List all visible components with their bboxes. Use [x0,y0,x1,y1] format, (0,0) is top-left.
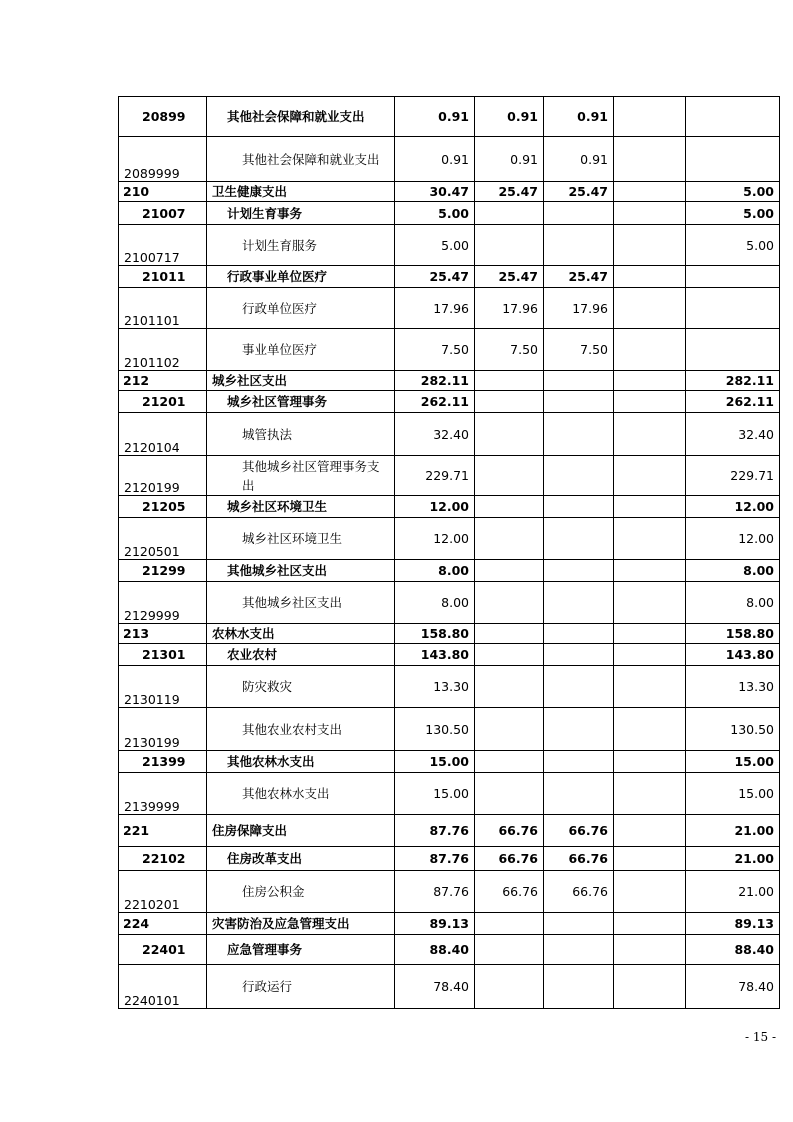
table-row [119,847,780,871]
total-cell: 25.47 [395,266,475,288]
name-cell: 城乡社区支出 [207,371,395,391]
public-cell [614,582,686,624]
name-cell: 计划生育服务 [207,225,395,266]
project-cell: 262.11 [686,391,780,413]
basic-cell: 0.91 [475,137,544,182]
code-cell: 2240101 [119,965,207,1009]
personnel-cell: 66.76 [544,871,614,913]
personnel-cell [544,935,614,965]
public-cell [614,708,686,751]
total-cell: 32.40 [395,413,475,456]
table-row [119,202,780,225]
personnel-cell: 0.91 [544,97,614,137]
code-cell: 224 [119,913,207,935]
project-cell: 21.00 [686,871,780,913]
public-cell [614,935,686,965]
code-cell: 21205 [119,496,207,518]
basic-cell [475,773,544,815]
code-cell: 210 [119,182,207,202]
name-cell: 农业农村 [207,644,395,666]
basic-cell [475,582,544,624]
code-cell: 21201 [119,391,207,413]
name-cell: 其他城乡社区管理事务支出 [207,456,395,496]
total-cell: 8.00 [395,582,475,624]
public-cell [614,965,686,1009]
public-cell [614,518,686,560]
name-cell: 城管执法 [207,413,395,456]
basic-cell: 66.76 [475,871,544,913]
code-cell: 22401 [119,935,207,965]
project-cell [686,288,780,329]
public-cell [614,391,686,413]
name-cell: 行政事业单位医疗 [207,266,395,288]
name-cell: 其他农业农村支出 [207,708,395,751]
public-cell [614,560,686,582]
project-cell: 12.00 [686,496,780,518]
table-row [119,815,780,847]
code-cell: 21299 [119,560,207,582]
personnel-cell [544,751,614,773]
code-cell: 221 [119,815,207,847]
personnel-cell: 66.76 [544,815,614,847]
code-cell: 2100717 [119,225,207,266]
basic-cell [475,413,544,456]
basic-cell [475,560,544,582]
personnel-cell [544,371,614,391]
basic-cell: 0.91 [475,97,544,137]
personnel-cell [544,965,614,1009]
code-cell: 2120501 [119,518,207,560]
total-cell: 15.00 [395,773,475,815]
project-cell: 130.50 [686,708,780,751]
project-cell [686,266,780,288]
table-row [119,708,780,751]
page-number: - 15 - [744,1030,776,1044]
public-cell [614,624,686,644]
project-cell: 158.80 [686,624,780,644]
project-cell: 282.11 [686,371,780,391]
code-cell: 2089999 [119,137,207,182]
table-row [119,371,780,391]
total-cell: 89.13 [395,913,475,935]
personnel-cell: 25.47 [544,182,614,202]
public-cell [614,137,686,182]
code-cell: 213 [119,624,207,644]
table-row [119,182,780,202]
name-cell: 行政单位医疗 [207,288,395,329]
name-cell: 灾害防治及应急管理支出 [207,913,395,935]
basic-cell [475,456,544,496]
total-cell: 130.50 [395,708,475,751]
code-cell: 2120104 [119,413,207,456]
personnel-cell [544,624,614,644]
personnel-cell [544,773,614,815]
code-cell: 20899 [119,97,207,137]
total-cell: 88.40 [395,935,475,965]
table-row [119,644,780,666]
code-cell: 22102 [119,847,207,871]
name-cell: 卫生健康支出 [207,182,395,202]
basic-cell [475,624,544,644]
table-row [119,496,780,518]
total-cell: 30.47 [395,182,475,202]
basic-cell [475,371,544,391]
basic-cell: 66.76 [475,815,544,847]
project-cell: 5.00 [686,182,780,202]
personnel-cell: 7.50 [544,329,614,371]
name-cell: 事业单位医疗 [207,329,395,371]
basic-cell: 66.76 [475,847,544,871]
total-cell: 78.40 [395,965,475,1009]
personnel-cell: 17.96 [544,288,614,329]
personnel-cell [544,913,614,935]
public-cell [614,329,686,371]
public-cell [614,413,686,456]
table-row [119,965,780,1009]
name-cell: 其他农林水支出 [207,773,395,815]
code-cell: 21011 [119,266,207,288]
table-row [119,624,780,644]
table-row [119,773,780,815]
total-cell: 87.76 [395,847,475,871]
total-cell: 5.00 [395,225,475,266]
public-cell [614,266,686,288]
code-cell: 212 [119,371,207,391]
project-cell: 12.00 [686,518,780,560]
code-cell: 21301 [119,644,207,666]
table-row [119,288,780,329]
total-cell: 7.50 [395,329,475,371]
table-row [119,97,780,137]
project-cell: 8.00 [686,582,780,624]
project-cell: 143.80 [686,644,780,666]
public-cell [614,496,686,518]
basic-cell [475,518,544,560]
code-cell: 2101102 [119,329,207,371]
name-cell: 防灾救灾 [207,666,395,708]
code-cell: 2101101 [119,288,207,329]
personnel-cell: 66.76 [544,847,614,871]
public-cell [614,202,686,225]
project-cell [686,137,780,182]
name-cell: 城乡社区管理事务 [207,391,395,413]
name-cell: 其他城乡社区支出 [207,560,395,582]
project-cell: 21.00 [686,815,780,847]
basic-cell: 25.47 [475,182,544,202]
name-cell: 城乡社区环境卫生 [207,496,395,518]
personnel-cell [544,413,614,456]
total-cell: 282.11 [395,371,475,391]
personnel-cell [544,518,614,560]
project-cell [686,97,780,137]
total-cell: 13.30 [395,666,475,708]
total-cell: 87.76 [395,871,475,913]
public-cell [614,456,686,496]
total-cell: 17.96 [395,288,475,329]
table-row [119,413,780,456]
table-row [119,913,780,935]
table-row [119,582,780,624]
public-cell [614,371,686,391]
project-cell: 229.71 [686,456,780,496]
project-cell: 15.00 [686,773,780,815]
basic-cell [475,644,544,666]
code-cell: 2130119 [119,666,207,708]
code-cell: 21007 [119,202,207,225]
basic-cell [475,496,544,518]
project-cell: 5.00 [686,225,780,266]
name-cell: 行政运行 [207,965,395,1009]
total-cell: 229.71 [395,456,475,496]
code-cell: 2120199 [119,456,207,496]
project-cell: 5.00 [686,202,780,225]
table-row [119,751,780,773]
total-cell: 5.00 [395,202,475,225]
personnel-cell [544,560,614,582]
project-cell: 89.13 [686,913,780,935]
name-cell: 住房改革支出 [207,847,395,871]
project-cell: 78.40 [686,965,780,1009]
table-row [119,329,780,371]
total-cell: 0.91 [395,97,475,137]
name-cell: 住房公积金 [207,871,395,913]
public-cell [614,815,686,847]
table-row [119,518,780,560]
basic-cell [475,935,544,965]
table-row [119,560,780,582]
name-cell: 其他农林水支出 [207,751,395,773]
project-cell: 13.30 [686,666,780,708]
basic-cell [475,751,544,773]
project-cell: 21.00 [686,847,780,871]
basic-cell: 17.96 [475,288,544,329]
personnel-cell [544,708,614,751]
public-cell [614,913,686,935]
public-cell [614,666,686,708]
code-cell: 2129999 [119,582,207,624]
basic-cell [475,708,544,751]
project-cell: 15.00 [686,751,780,773]
table-row [119,935,780,965]
public-cell [614,182,686,202]
personnel-cell [544,496,614,518]
table-row [119,871,780,913]
personnel-cell [544,202,614,225]
personnel-cell: 25.47 [544,266,614,288]
basic-cell: 25.47 [475,266,544,288]
table-row [119,391,780,413]
public-cell [614,225,686,266]
basic-cell [475,666,544,708]
project-cell: 88.40 [686,935,780,965]
total-cell: 12.00 [395,518,475,560]
name-cell: 其他社会保障和就业支出 [207,137,395,182]
table-row [119,666,780,708]
total-cell: 262.11 [395,391,475,413]
table-row [119,266,780,288]
total-cell: 87.76 [395,815,475,847]
public-cell [614,871,686,913]
project-cell [686,329,780,371]
name-cell: 城乡社区环境卫生 [207,518,395,560]
code-cell: 2210201 [119,871,207,913]
name-cell: 其他城乡社区支出 [207,582,395,624]
personnel-cell [544,582,614,624]
code-cell: 2130199 [119,708,207,751]
total-cell: 0.91 [395,137,475,182]
code-cell: 21399 [119,751,207,773]
total-cell: 15.00 [395,751,475,773]
public-cell [614,97,686,137]
name-cell: 应急管理事务 [207,935,395,965]
basic-cell [475,225,544,266]
personnel-cell [544,456,614,496]
code-cell: 2139999 [119,773,207,815]
personnel-cell [544,644,614,666]
project-cell: 8.00 [686,560,780,582]
name-cell: 计划生育事务 [207,202,395,225]
public-cell [614,751,686,773]
basic-cell [475,202,544,225]
personnel-cell [544,391,614,413]
basic-cell [475,913,544,935]
total-cell: 8.00 [395,560,475,582]
personnel-cell: 0.91 [544,137,614,182]
name-cell: 农林水支出 [207,624,395,644]
basic-cell: 7.50 [475,329,544,371]
public-cell [614,288,686,329]
public-cell [614,847,686,871]
basic-cell [475,391,544,413]
total-cell: 158.80 [395,624,475,644]
name-cell: 其他社会保障和就业支出 [207,97,395,137]
personnel-cell [544,666,614,708]
total-cell: 143.80 [395,644,475,666]
table-row [119,456,780,496]
total-cell: 12.00 [395,496,475,518]
basic-cell [475,965,544,1009]
public-cell [614,644,686,666]
table-row [119,225,780,266]
name-cell: 住房保障支出 [207,815,395,847]
project-cell: 32.40 [686,413,780,456]
public-cell [614,773,686,815]
personnel-cell [544,225,614,266]
table-row [119,137,780,182]
budget-table [118,96,780,1009]
